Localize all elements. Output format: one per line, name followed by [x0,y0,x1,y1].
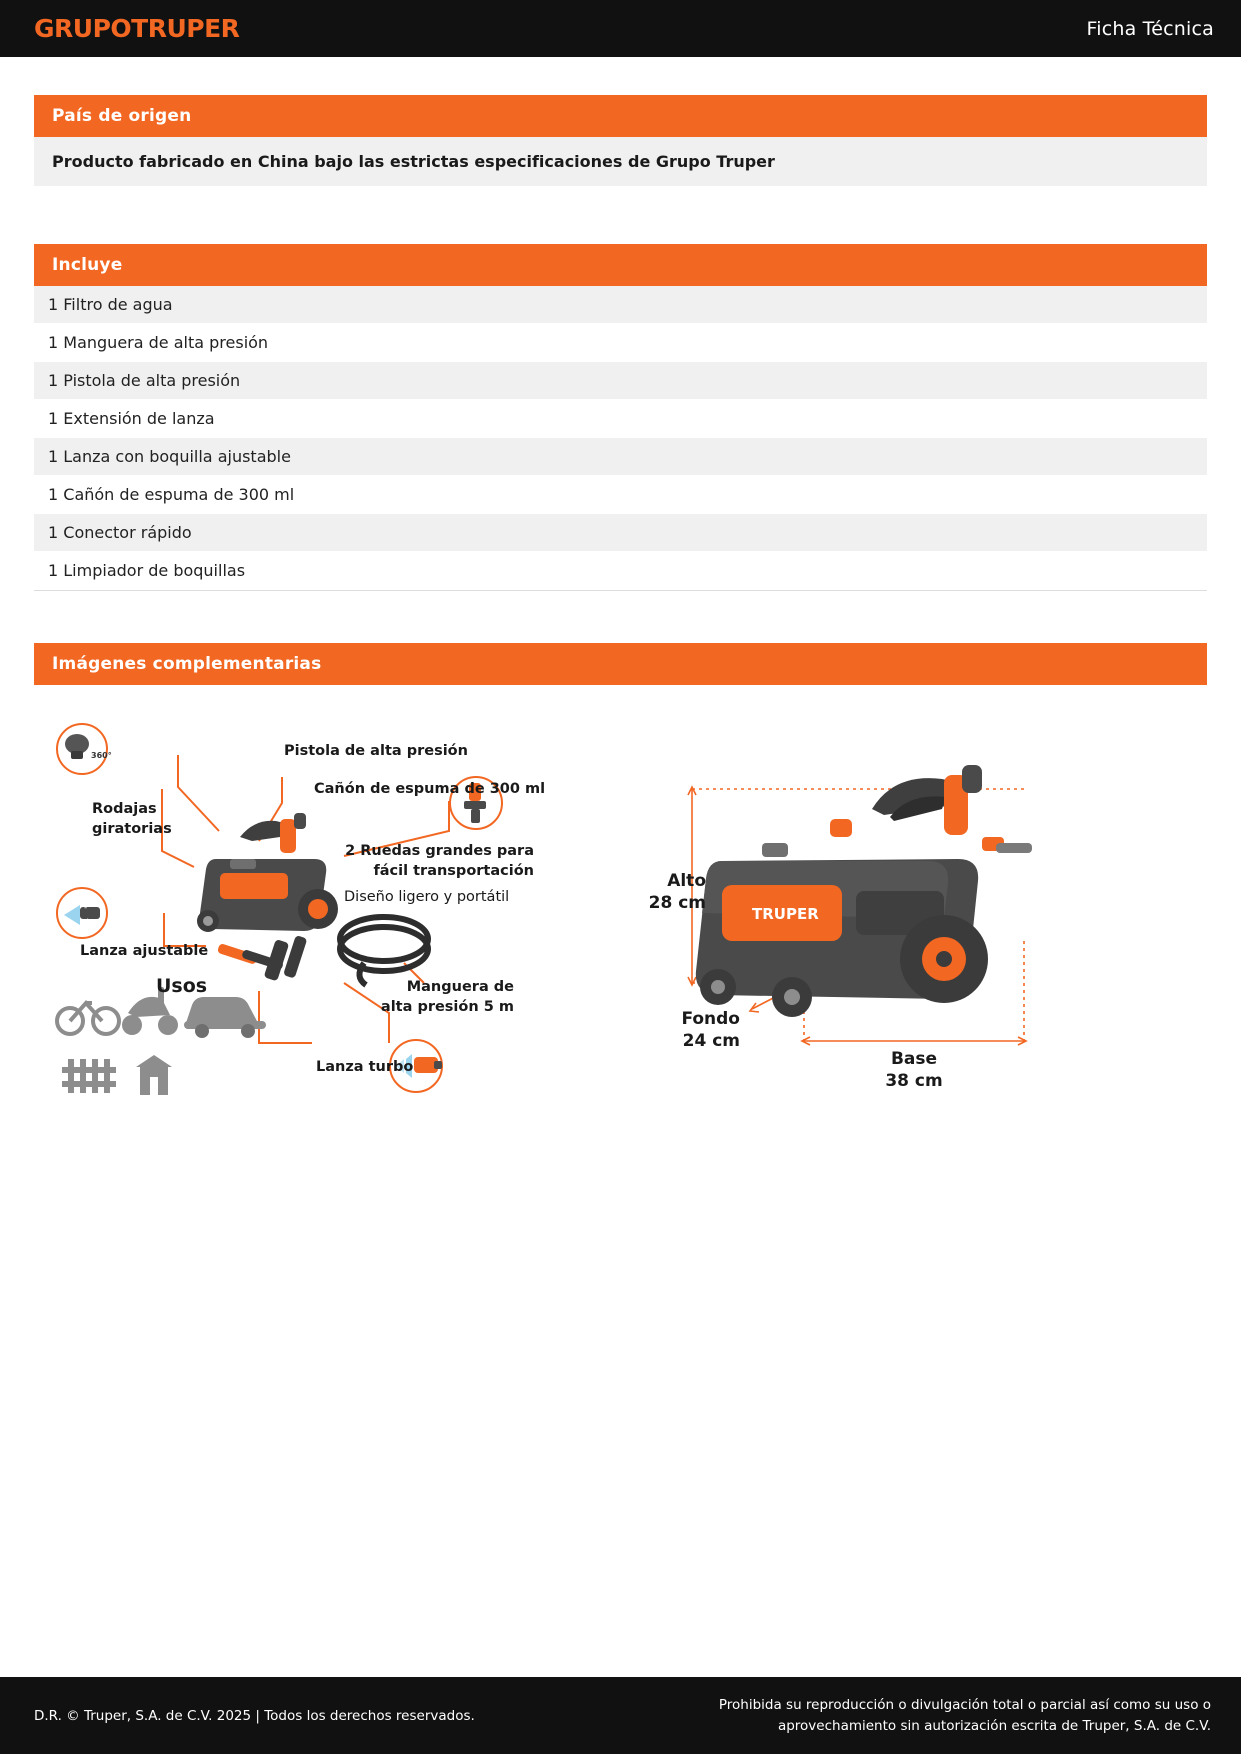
callout-manguera-line1: Manguera de [406,979,514,995]
leader-line-pistola [178,755,219,831]
product-callout-figure [44,691,604,1161]
callout-ligero: Diseño ligero y portátil [344,889,510,905]
dimension-alto-label: Alto [667,871,706,891]
dimension-base-value: 38 cm [885,1071,943,1091]
product-dimensions-figure [644,691,1114,1161]
page-title: Ficha Técnica [1086,17,1214,40]
logo-grupo-text: GRUPO [34,14,132,43]
adjustable-lance-icon [57,888,107,938]
callout-rodajas-line1: Rodajas [92,801,157,817]
incluye-list [34,286,1207,591]
fence-icon [62,1059,116,1093]
callout-canon: Cañón de espuma de 300 ml [314,781,546,797]
logo-truper-text: TRUPER [131,14,240,43]
pressure-washer-illustration-large [696,765,1032,1017]
callout-lanza-turbo: Lanza turbo [316,1059,414,1075]
callout-ruedas-line1: 2 Ruedas grandes para [345,843,534,859]
spacer [34,186,1207,244]
dimension-fondo-value: 24 cm [682,1031,740,1051]
svg-text:-: - [84,903,88,913]
dimension-fondo-label: Fondo [681,1009,740,1029]
usos-icons [57,987,266,1095]
callout-ruedas-line2: fácil transportación [373,863,534,879]
origin-text: Producto fabricado en China bajo las estrictas especificaciones de Grupo Truper [34,137,1207,186]
svg-text:TRUPER: TRUPER [752,905,819,923]
list-item: 1 Pistola de alta presión [34,362,1207,400]
section-header-incluye: Incluye [34,244,1207,286]
callout-lanza-ajustable: Lanza ajustable [80,943,209,959]
list-item: 1 Conector rápido [34,514,1207,552]
spacer [34,591,1207,643]
callout-manguera-line2: alta presión 5 m [380,999,514,1015]
list-item: 1 Lanza con boquilla ajustable [34,438,1207,476]
svg-text:360°: 360° [91,751,112,760]
dimension-alto-value: 28 cm [648,893,706,913]
brand-logo [34,14,239,43]
svg-text:+: + [84,917,92,927]
car-icon [184,997,266,1038]
callout-pistola: Pistola de alta presión [284,743,468,759]
callout-rodajas-line2: giratorias [92,821,172,837]
list-item: 1 Extensión de lanza [34,400,1207,438]
list-item: 1 Limpiador de boquillas [34,552,1207,590]
list-item: 1 Filtro de agua [34,286,1207,324]
section-header-pais-de-origen: País de origen [34,95,1207,137]
callout-usos: Usos [156,975,208,997]
rodajas-icon [57,724,112,774]
page-footer [0,1677,1241,1754]
house-icon [136,1055,172,1095]
list-item: 1 Manguera de alta presión [34,324,1207,362]
dimension-base-label: Base [890,1049,938,1069]
footer-copyright: D.R. © Truper, S.A. de C.V. 2025 | Todos los derechos reservados. [34,1707,475,1724]
complementary-images [34,691,1207,1171]
footer-legal-line2: aprovechamiento sin autorización escrita de Truper, S.A. de C.V. [777,1717,1211,1734]
product-callout-svg [44,691,604,1161]
footer-legal [719,1695,1211,1736]
page-content [0,95,1241,1171]
list-item: 1 Cañón de espuma de 300 ml [34,476,1207,514]
page-header [0,0,1241,57]
section-header-imagenes-complementarias: Imágenes complementarias [34,643,1207,685]
footer-legal-line1: Prohibida su reproducción o divulgación total o parcial así como su uso o [718,1697,1211,1714]
bicycle-icon [57,1003,119,1034]
